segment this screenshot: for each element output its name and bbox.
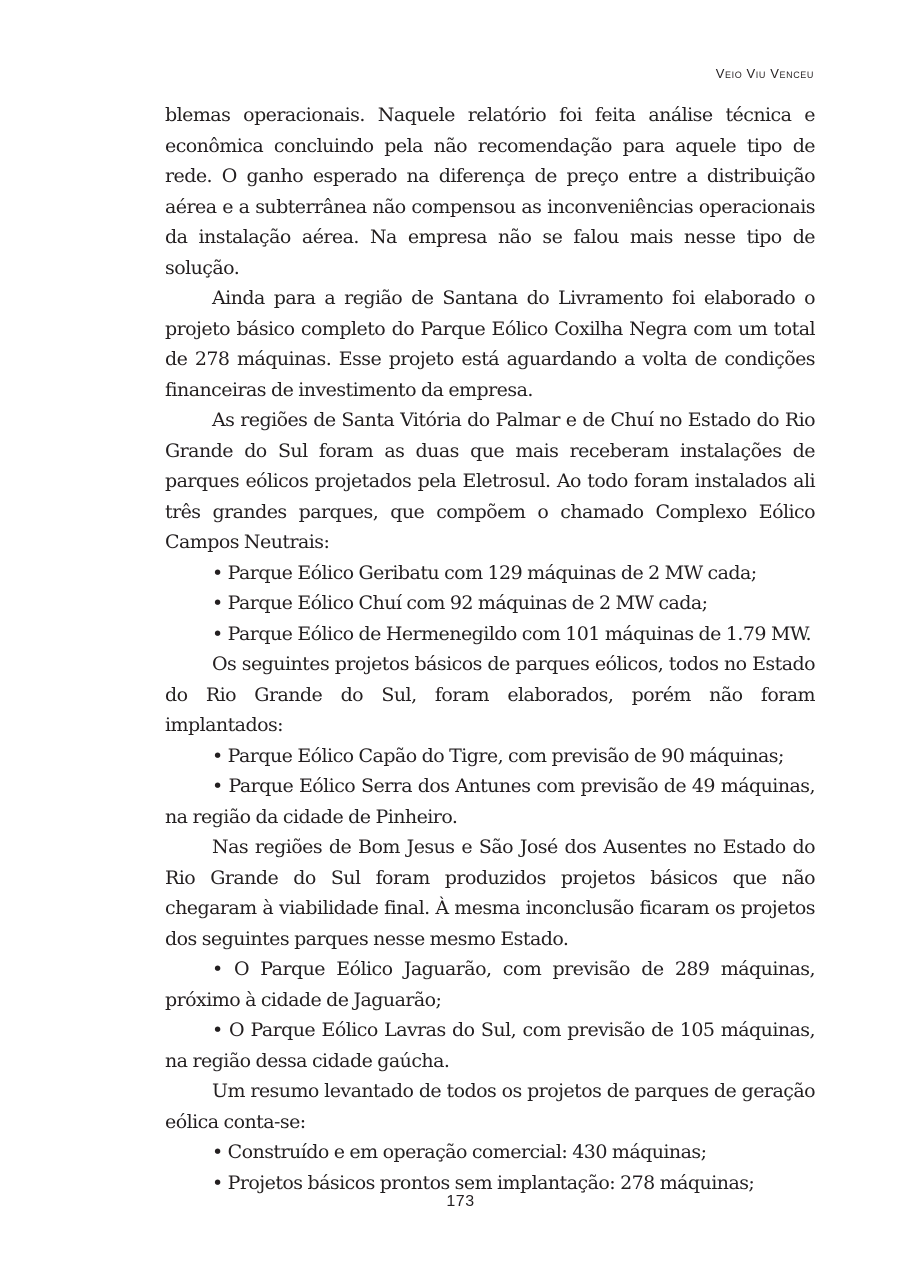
running-header: Veio Viu Venceu [715,66,814,81]
bullet-item: • Parque Eólico Geribatu com 129 máquinas de 2 MW cada; [212,561,757,584]
body-text [165,100,815,1198]
bullet-item: • Construído e em operação comercial: 430 máquinas; [212,1141,707,1163]
bullet-item: • Projetos básicos prontos sem implantação: 278 máquinas; [212,1171,755,1194]
paragraph: Os seguintes projetos básicos de parques eólicos, todos no Estado do Rio Grande do Sul, foram elaborados, porém não foram implantados: [165,653,815,736]
paragraph: Ainda para a região de Santana do Livramento foi elaborado o projeto básico completo do Parque Eólico Coxilha Negra com um total de 278 máquinas. Esse projeto está aguardando a volta de condições financeiras de investimento da empresa. [165,287,815,401]
paragraph: Um resumo levantado de todos os projetos de parques de geração eólica conta-se: [165,1080,815,1133]
paragraph: blemas operacionais. Naquele relatório foi feita análise técnica e econômica concluindo pela não recomendação para aquele tipo de rede. O ganho esperado na diferença de preço entre a distribuição aérea e a subterrânea não compensou as inconveniências operacionais da instalação aérea. Na empresa não se falou mais nesse tipo de solução. [165,104,815,279]
paragraph: As regiões de Santa Vitória do Palmar e de Chuí no Estado do Rio Grande do Sul foram as duas que mais receberam instalações de parques eólicos projetados pela Eletrosul. Ao todo foram instalados ali três grandes parques, que compõem o chamado Complexo Eólico Campos Neutrais: [165,409,815,553]
bullet-item: • O Parque Eólico Lavras do Sul, com previsão de 105 máquinas, na região dessa cidade gaúcha. [165,1019,815,1072]
bullet-item: • Parque Eólico de Hermenegildo com 101 máquinas de 1.79 MW. [212,622,812,645]
page-number: 173 [446,1193,475,1210]
bullet-item: • O Parque Eólico Jaguarão, com previsão de 289 máquinas, próximo à cidade de Jaguarão; [165,958,815,1011]
bullet-item: • Parque Eólico Capão do Tigre, com previsão de 90 máquinas; [212,744,784,767]
bullet-item: • Parque Eólico Serra dos Antunes com previsão de 49 máquinas, na região da cidade de Pinheiro. [165,775,815,828]
bullet-item: • Parque Eólico Chuí com 92 máquinas de 2 MW cada; [212,592,708,614]
paragraph: Nas regiões de Bom Jesus e São José dos Ausentes no Estado do Rio Grande do Sul foram produzidos projetos básicos que não chegaram à viabilidade final. À mesma inconclusão ficaram os projetos dos seguintes parques nesse mesmo Estado. [165,836,815,950]
